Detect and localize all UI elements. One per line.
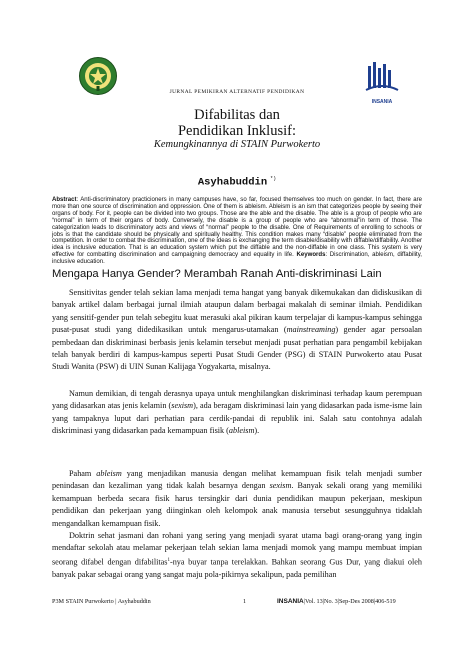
p4-footnote-ref: 1: [167, 557, 170, 563]
footer-left: P3M STAIN Purwokerto | Asyhabuddin: [52, 598, 151, 605]
p2-emphasis-2: ableism: [228, 426, 255, 436]
p4-text-b: -nya buyar tanpa terelakkan. Bahkan seorang Gus Dur, yang diakui oleh banyak pakar sebagai orang yang sangat maju pola-pikirnya sekalipun, pada pemilihan: [52, 557, 422, 579]
p1-text-a: Sensitivitas gender telah sekian lama menjadi tema hangat yang banyak dikemukakan dan didiskusikan di banyak artikel dalam berbagai jurnal ilmiah ataupun dalam berbagai makalah di seminar ilmiah. Pendidikan yang sensitif-gender pun telah sebegitu kuat merasuki akal pikiran kaum terpelajar di kampus-kampus sehingga pusat-pusat studi yang didedikasikan untuk mengarus-utamakan (: [52, 288, 422, 335]
insania-logo-text: INSANIA: [371, 99, 393, 105]
p3-text-c: . Banyak sekali orang yang memiliki kemampuan berbeda secara fisik harus tersingkir dari dunia pendidikan maupun pekerjaan, meskipun pendidikan dan pekerjaan yang diinginkan oleh kelompok anak manusia tersebut sesungguhnya tidaklah mengandalkan kemampuan fisik.: [52, 481, 422, 528]
article-subtitle: Kemungkinannya di STAIN Purwokerto: [153, 139, 321, 150]
author-footnote-mark: *): [270, 176, 277, 182]
insania-logo: [364, 60, 400, 104]
abstract-label: Abstract: [52, 197, 77, 203]
journal-name: JURNAL PEMIKIRAN ALTERNATIF PENDIDIKAN: [169, 89, 305, 95]
paragraph-3: [52, 468, 422, 530]
footer-journal: INSANIA: [277, 598, 304, 605]
author-name: Asyhabuddin: [197, 176, 268, 189]
p3-text-b: yang menjadikan manusia dengan melihat kemampuan fisik telah menjadi sumber penindasan dan kezaliman yang tidak kalah besarnya dengan: [52, 469, 422, 491]
article-title: [0, 107, 474, 139]
paragraph-2: [52, 388, 422, 438]
p3-emphasis-2: sexism: [269, 481, 292, 491]
abstract-text: : Anti-discriminatory practicioners in many campuses have, so far, focused themselves too much on gender. In fact, there are more than one source of discrimination and oppression. One of them is ableism. Ableism is an ism that categorizes people by seeing their organs of body. For it, people can be divided into two groups. Those are the able and the disable. The able is a group of people who are “normal” in term of their organs of body. Conversely, the disable is a group of people who are “abnormal”in term of those. The categorization leads to discriminatory acts and views of “normal” people to the disable. One of Requirements of enrolling to schools or jobs is that the candidate should be physically and spiritually healthy. This condition makes many “disable” people eliminated from the competition. In order to combat the discrimination, one of the ideas is exchanging the term disable/disability with diffable/diffability. Another idea is inclusive education. That is an education system which put the diffable and the non-diffable in one class. This system is very effective for combatting discrimination and campaigning democracy and equality in life.: [52, 197, 422, 259]
keywords-text: : Discrimination, ableism, diffability, inclusive education.: [52, 252, 422, 266]
paragraph-1: [52, 287, 422, 374]
p4-text-a: Doktrin sehat jasmani dan rohani yang sering yang menjadi syarat utama bagi orang-orang yang ingin mendaftar sekolah atau melamar pekerjaan telah sekian lama menjadi momok yang mampu membuat impian seorang difabel dengan difabilitas: [52, 531, 422, 567]
section-heading: Mengapa Hanya Gender? Merambah Ranah Anti-diskriminasi Lain: [52, 268, 382, 280]
p1-text-b: ) gender agar persoalan pembedaan dan diskriminasi berbasis jenis kelamin tersebut menjadi pusat perhatian para pengambil kebijakan telah banyak berdiri di kampus-kampus seperti Pusat Studi Gender (PSG) di STAIN Purwokerto atau Pusat Studi Wanita (PSW) di UIN Sunan Kalijaga Yogyakarta, misalnya.: [52, 325, 422, 372]
title-line-2: Pendidikan Inklusif:: [177, 123, 296, 139]
footer-issue: |Vol. 13|No. 3|Sep-Des 2008|406-519: [303, 598, 396, 605]
p2-text-a: Namun demikian, di tengah derasnya upaya untuk menghilangkan diskriminasi terhadap kaum perempuan yang didasarkan atas jenis kelamin (: [52, 389, 422, 411]
p3-emphasis-1: ableism: [96, 469, 122, 478]
p2-text-c: ).: [254, 426, 260, 436]
p1-emphasis: mainstreaming: [286, 325, 336, 335]
p3-text-a: Paham: [69, 469, 97, 478]
author: [0, 176, 474, 189]
page-number: 1: [243, 598, 247, 605]
title-line-1: Difabilitas dan: [194, 107, 280, 123]
p2-text-b: ), ada beragam diskriminasi lain yang didasarkan pada isme-isme lain yang tampaknya luput dari perhatian para cerdik-pandai di republik ini. Salah satu contohnya adalah diskriminasi yang didasarkan pada kemampuan fisik (: [52, 401, 422, 436]
keywords-label: Keywords: [296, 252, 326, 259]
abstract: [52, 197, 422, 266]
paragraph-4: [52, 530, 422, 581]
footer-right: [277, 598, 396, 605]
p2-emphasis-1: sexism: [171, 401, 194, 411]
